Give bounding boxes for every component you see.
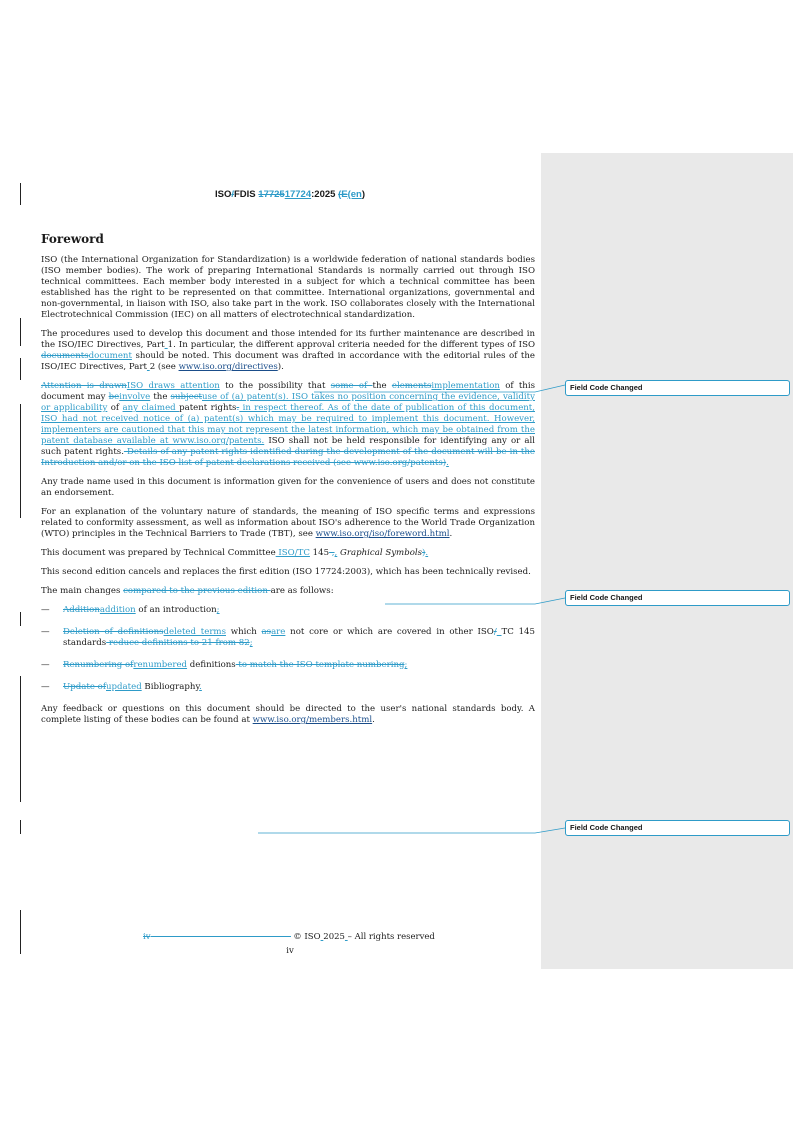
page-title: Foreword bbox=[41, 232, 104, 246]
list-item: — Renumbering ofrenumbered definitions to match the ISO template numbering; bbox=[41, 660, 408, 670]
document-header: ISO/FDIS 1772517724:2025 (E(en) bbox=[214, 189, 365, 200]
comment-balloon[interactable]: Field Code Changed bbox=[565, 380, 790, 396]
paragraph: For an explanation of the voluntary nature of standards, the meaning of ISO specific terms and expressions related to conformity assessment, as well as information about ISO's adherence to the World Trade Organization (WTO) principles in the Technical Barriers to Trade (TBT), see www.iso.org/iso/foreword.html. bbox=[41, 507, 535, 539]
comment-balloon[interactable]: Field Code Changed bbox=[565, 590, 790, 606]
comment-balloon[interactable]: Field Code Changed bbox=[565, 820, 790, 836]
paragraph: Attention is drawnISO draws attention to the possibility that some of the elementsimplementation of this document may beinvolve the subjectuse of (a) patent(s). ISO takes no position concerning the evidence, validity or applicability of any claimed patent rights. in respect thereof. As of the date of publication of this document, ISO had not received notice of (a) patent(s) which may be required to implement this document. However, implementers are cautioned that this may not represent the latest information, which may be obtained from the patent database available at www.iso.org/patents. ISO shall not be held responsible for identifying any or all such patent rights. Details of any patent rights identified during the development of the document will be in the Introduction and/or on the ISO list of patent declarations received (see www.iso.org/patents). bbox=[41, 381, 536, 468]
members-link[interactable]: www.iso.org/members.html bbox=[252, 715, 373, 725]
paragraph: The procedures used to develop this document and those intended for its further maintenance are described in the ISO/IEC Directives, Part 1. In particular, the different approval criteria needed for the different types of ISO documentsdocument should be noted. This document was drafted in accordance with the editorial rules of the ISO/IEC Directives, Part 2 (see www.iso.org/directives). bbox=[41, 329, 536, 372]
paragraph: This second edition cancels and replaces the first edition (ISO 17724:2003), which has been technically revised. bbox=[41, 567, 531, 577]
foreword-link[interactable]: www.iso.org/iso/foreword.html bbox=[315, 529, 450, 539]
list-item: — Deletion of definitionsdeleted terms which asare not core or which are covered in other ISO/ TC 145 standards reduce definitions to 21 from 82; bbox=[41, 627, 535, 648]
directives-link[interactable]: www.iso.org/directives bbox=[178, 362, 278, 372]
list-item: — Update ofupdated Bibliography. bbox=[41, 682, 202, 692]
comment-leader-line bbox=[314, 385, 565, 392]
paragraph: The main changes compared to the previous edition are as follows: bbox=[41, 586, 334, 596]
paragraph: This document was prepared by Technical Committee ISO/TC 145 ,, Graphical Symbols). bbox=[41, 548, 429, 558]
page-number: iv bbox=[286, 946, 294, 956]
comment-leader-line bbox=[258, 828, 565, 833]
paragraph: Any trade name used in this document is information given for the convenience of users and does not constitute an endorsement. bbox=[41, 477, 535, 498]
paragraph: Any feedback or questions on this document should be directed to the user's national standards body. A complete listing of these bodies can be found at www.iso.org/members.html. bbox=[41, 704, 535, 725]
list-item: — Additionaddition of an introduction; bbox=[41, 605, 220, 615]
paragraph: ISO (the International Organization for Standardization) is a worldwide federation of national standards bodies (ISO member bodies). The work of preparing International Standards is normally carried out through ISO technical committees. Each member body interested in a subject for which a technical committee has been established has the right to be represented on that committee. International organizations, governmental and non-governmental, in liaison with ISO, also take part in the work. ISO collaborates closely with the International Electrotechnical Commission (IEC) on all matters of electrotechnical standardization. bbox=[41, 255, 535, 320]
page-footer: iv © ISO 2025 – All rights reserved bbox=[143, 932, 435, 942]
comment-leader-line bbox=[385, 598, 565, 604]
